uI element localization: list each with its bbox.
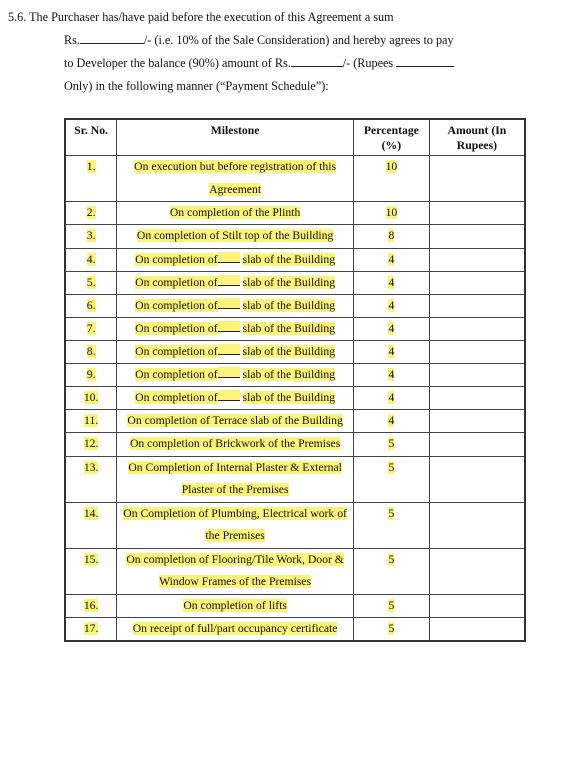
table-row [65,317,525,340]
clause-line-3-mid: /- (Rupees [342,56,394,70]
row-percentage [353,271,429,294]
slab-number-blank [218,252,240,263]
percentage-value: 5 [388,437,395,450]
row-amount [429,386,525,409]
percentage-value: 5 [388,598,395,612]
slab-number-blank [218,298,240,309]
payment-schedule-table [64,118,526,642]
header-percentage: Percentage (%) [353,119,429,156]
table-row [65,271,525,294]
clause-line-2-mid: /- (i.e. 10% of the Sale Consideration) and hereby agrees to pay [143,33,454,47]
percentage-value: 10 [385,206,398,219]
row-sr-no [65,617,117,641]
row-milestone [117,317,354,340]
percentage-value: 10 [385,160,398,173]
row-percentage [353,248,429,271]
milestone-text-prefix: On completion of [135,367,218,381]
row-percentage [353,594,429,617]
milestone-text: On completion of Brickwork of the Premises [129,437,341,450]
row-percentage [353,386,429,409]
row-percentage [353,294,429,317]
row-percentage [353,156,429,202]
row-sr-no [65,340,117,363]
row-percentage [353,340,429,363]
row-sr-no [65,548,117,594]
header-sr-no: Sr. No. [65,119,117,156]
milestone-text: On completion of lifts [183,598,287,612]
milestone-text-suffix: slab of the Building [242,275,336,289]
row-milestone [117,248,354,271]
row-percentage [353,363,429,386]
row-sr-no [65,502,117,548]
percentage-value: 4 [388,275,395,289]
clause-line-4: Only) in the following manner (“Payment Schedule”): [64,79,329,93]
rupees-words-blank [396,55,454,67]
row-milestone [117,617,354,641]
sr-no-text: 9. [86,367,96,381]
row-sr-no [65,202,117,225]
milestone-text: On completion of the Plinth [169,206,301,219]
row-amount [429,409,525,433]
row-milestone [117,294,354,317]
milestone-text-suffix: slab of the Building [242,390,336,404]
percentage-value: 4 [388,390,395,404]
row-sr-no [65,248,117,271]
slab-number-blank [218,321,240,332]
sr-no-text: 8. [86,344,96,358]
percentage-value: 5 [388,621,395,635]
row-amount [429,202,525,225]
table-row [65,548,525,594]
row-percentage [353,225,429,249]
sr-no-text: 2. [86,206,96,219]
slab-number-blank [218,390,240,401]
row-sr-no [65,156,117,202]
milestone-text-suffix: slab of the Building [242,367,336,381]
percentage-value: 5 [388,552,395,566]
sr-no-text: 11. [84,413,99,427]
milestone-text: On completion of Flooring/Tile Work, Door & Window Frames of the Premises [126,552,344,588]
row-percentage [353,456,429,502]
row-milestone [117,594,354,617]
row-amount [429,248,525,271]
sr-no-text: 6. [86,298,96,312]
sr-no-text: 14. [83,506,99,520]
sr-no-text: 7. [86,321,96,335]
percentage-value: 8 [388,229,395,242]
percentage-value: 5 [388,460,395,474]
row-sr-no [65,294,117,317]
milestone-text-suffix: slab of the Building [242,344,336,358]
row-milestone [117,409,354,433]
row-amount [429,363,525,386]
table-row [65,433,525,457]
row-milestone [117,271,354,294]
row-sr-no [65,363,117,386]
clause-number: 5.6. [8,10,27,24]
milestone-text-prefix: On completion of [135,390,218,404]
table-row [65,456,525,502]
table-row [65,386,525,409]
table-row [65,502,525,548]
row-sr-no [65,225,117,249]
row-amount [429,156,525,202]
milestone-text: On execution but before registration of this Agreement [134,160,337,196]
clause-line-3-prefix: to Developer the balance (90%) amount of Rs. [64,56,291,70]
row-amount [429,317,525,340]
row-amount [429,433,525,457]
header-amount: Amount (In Rupees) [429,119,525,156]
row-amount [429,340,525,363]
table-row [65,202,525,225]
row-milestone [117,225,354,249]
table-row [65,248,525,271]
row-milestone [117,156,354,202]
table-header-row [65,119,525,156]
header-milestone: Milestone [117,119,354,156]
percentage-value: 4 [388,298,395,312]
sr-no-text: 16. [83,598,99,612]
row-sr-no [65,386,117,409]
sr-no-text: 5. [86,275,96,289]
milestone-text-prefix: On completion of [135,344,218,358]
row-milestone [117,433,354,457]
row-percentage [353,617,429,641]
row-percentage [353,548,429,594]
row-percentage [353,317,429,340]
milestone-text-suffix: slab of the Building [242,321,336,335]
table-row [65,594,525,617]
row-milestone [117,202,354,225]
row-amount [429,225,525,249]
milestone-text-prefix: On completion of [135,298,218,312]
milestone-text-suffix: slab of the Building [242,252,336,266]
table-row [65,409,525,433]
amount-paid-blank [80,32,144,44]
row-amount [429,271,525,294]
sr-no-text: 17. [83,621,99,635]
slab-number-blank [218,275,240,286]
clause-line-2-prefix: Rs. [64,33,80,47]
clause-line-1: The Purchaser has/have paid before the execution of this Agreement a sum [29,10,394,24]
table-row [65,340,525,363]
table-row [65,617,525,641]
sr-no-text: 13. [83,460,99,474]
row-percentage [353,409,429,433]
slab-number-blank [218,367,240,378]
row-milestone [117,363,354,386]
percentage-value: 4 [388,344,395,358]
table-row [65,363,525,386]
milestone-text-prefix: On completion of [135,275,218,289]
row-milestone [117,548,354,594]
milestone-text-suffix: slab of the Building [242,298,336,312]
row-amount [429,617,525,641]
percentage-value: 5 [388,506,395,520]
table-body [65,156,525,642]
row-sr-no [65,594,117,617]
milestone-text: On Completion of Plumbing, Electrical work of the Premises [123,506,347,542]
row-milestone [117,340,354,363]
row-percentage [353,202,429,225]
sr-no-text: 3. [86,229,96,242]
milestone-text: On receipt of full/part occupancy certificate [132,621,338,635]
row-amount [429,594,525,617]
milestone-text-prefix: On completion of [135,321,218,335]
row-amount [429,502,525,548]
sr-no-text: 1. [86,160,96,173]
milestone-text: On completion of Terrace slab of the Building [127,413,343,427]
slab-number-blank [218,344,240,355]
row-amount [429,294,525,317]
percentage-value: 4 [388,321,395,335]
table-row [65,156,525,202]
row-milestone [117,456,354,502]
percentage-value: 4 [388,367,395,381]
row-milestone [117,386,354,409]
row-sr-no [65,456,117,502]
row-sr-no [65,433,117,457]
balance-amount-blank [291,55,343,67]
milestone-text: On Completion of Internal Plaster & External Plaster of the Premises [128,460,342,496]
row-percentage [353,502,429,548]
table-row [65,294,525,317]
table-row [65,225,525,249]
sr-no-text: 10. [83,390,99,404]
row-sr-no [65,409,117,433]
row-percentage [353,433,429,457]
row-sr-no [65,317,117,340]
sr-no-text: 15. [83,552,99,566]
row-milestone [117,502,354,548]
row-sr-no [65,271,117,294]
clause-5-6 [8,6,528,98]
sr-no-text: 4. [86,252,96,266]
row-amount [429,456,525,502]
sr-no-text: 12. [83,437,99,450]
milestone-text: On completion of Stilt top of the Building [136,229,334,242]
row-amount [429,548,525,594]
percentage-value: 4 [388,252,395,266]
percentage-value: 4 [388,413,395,427]
milestone-text-prefix: On completion of [135,252,218,266]
